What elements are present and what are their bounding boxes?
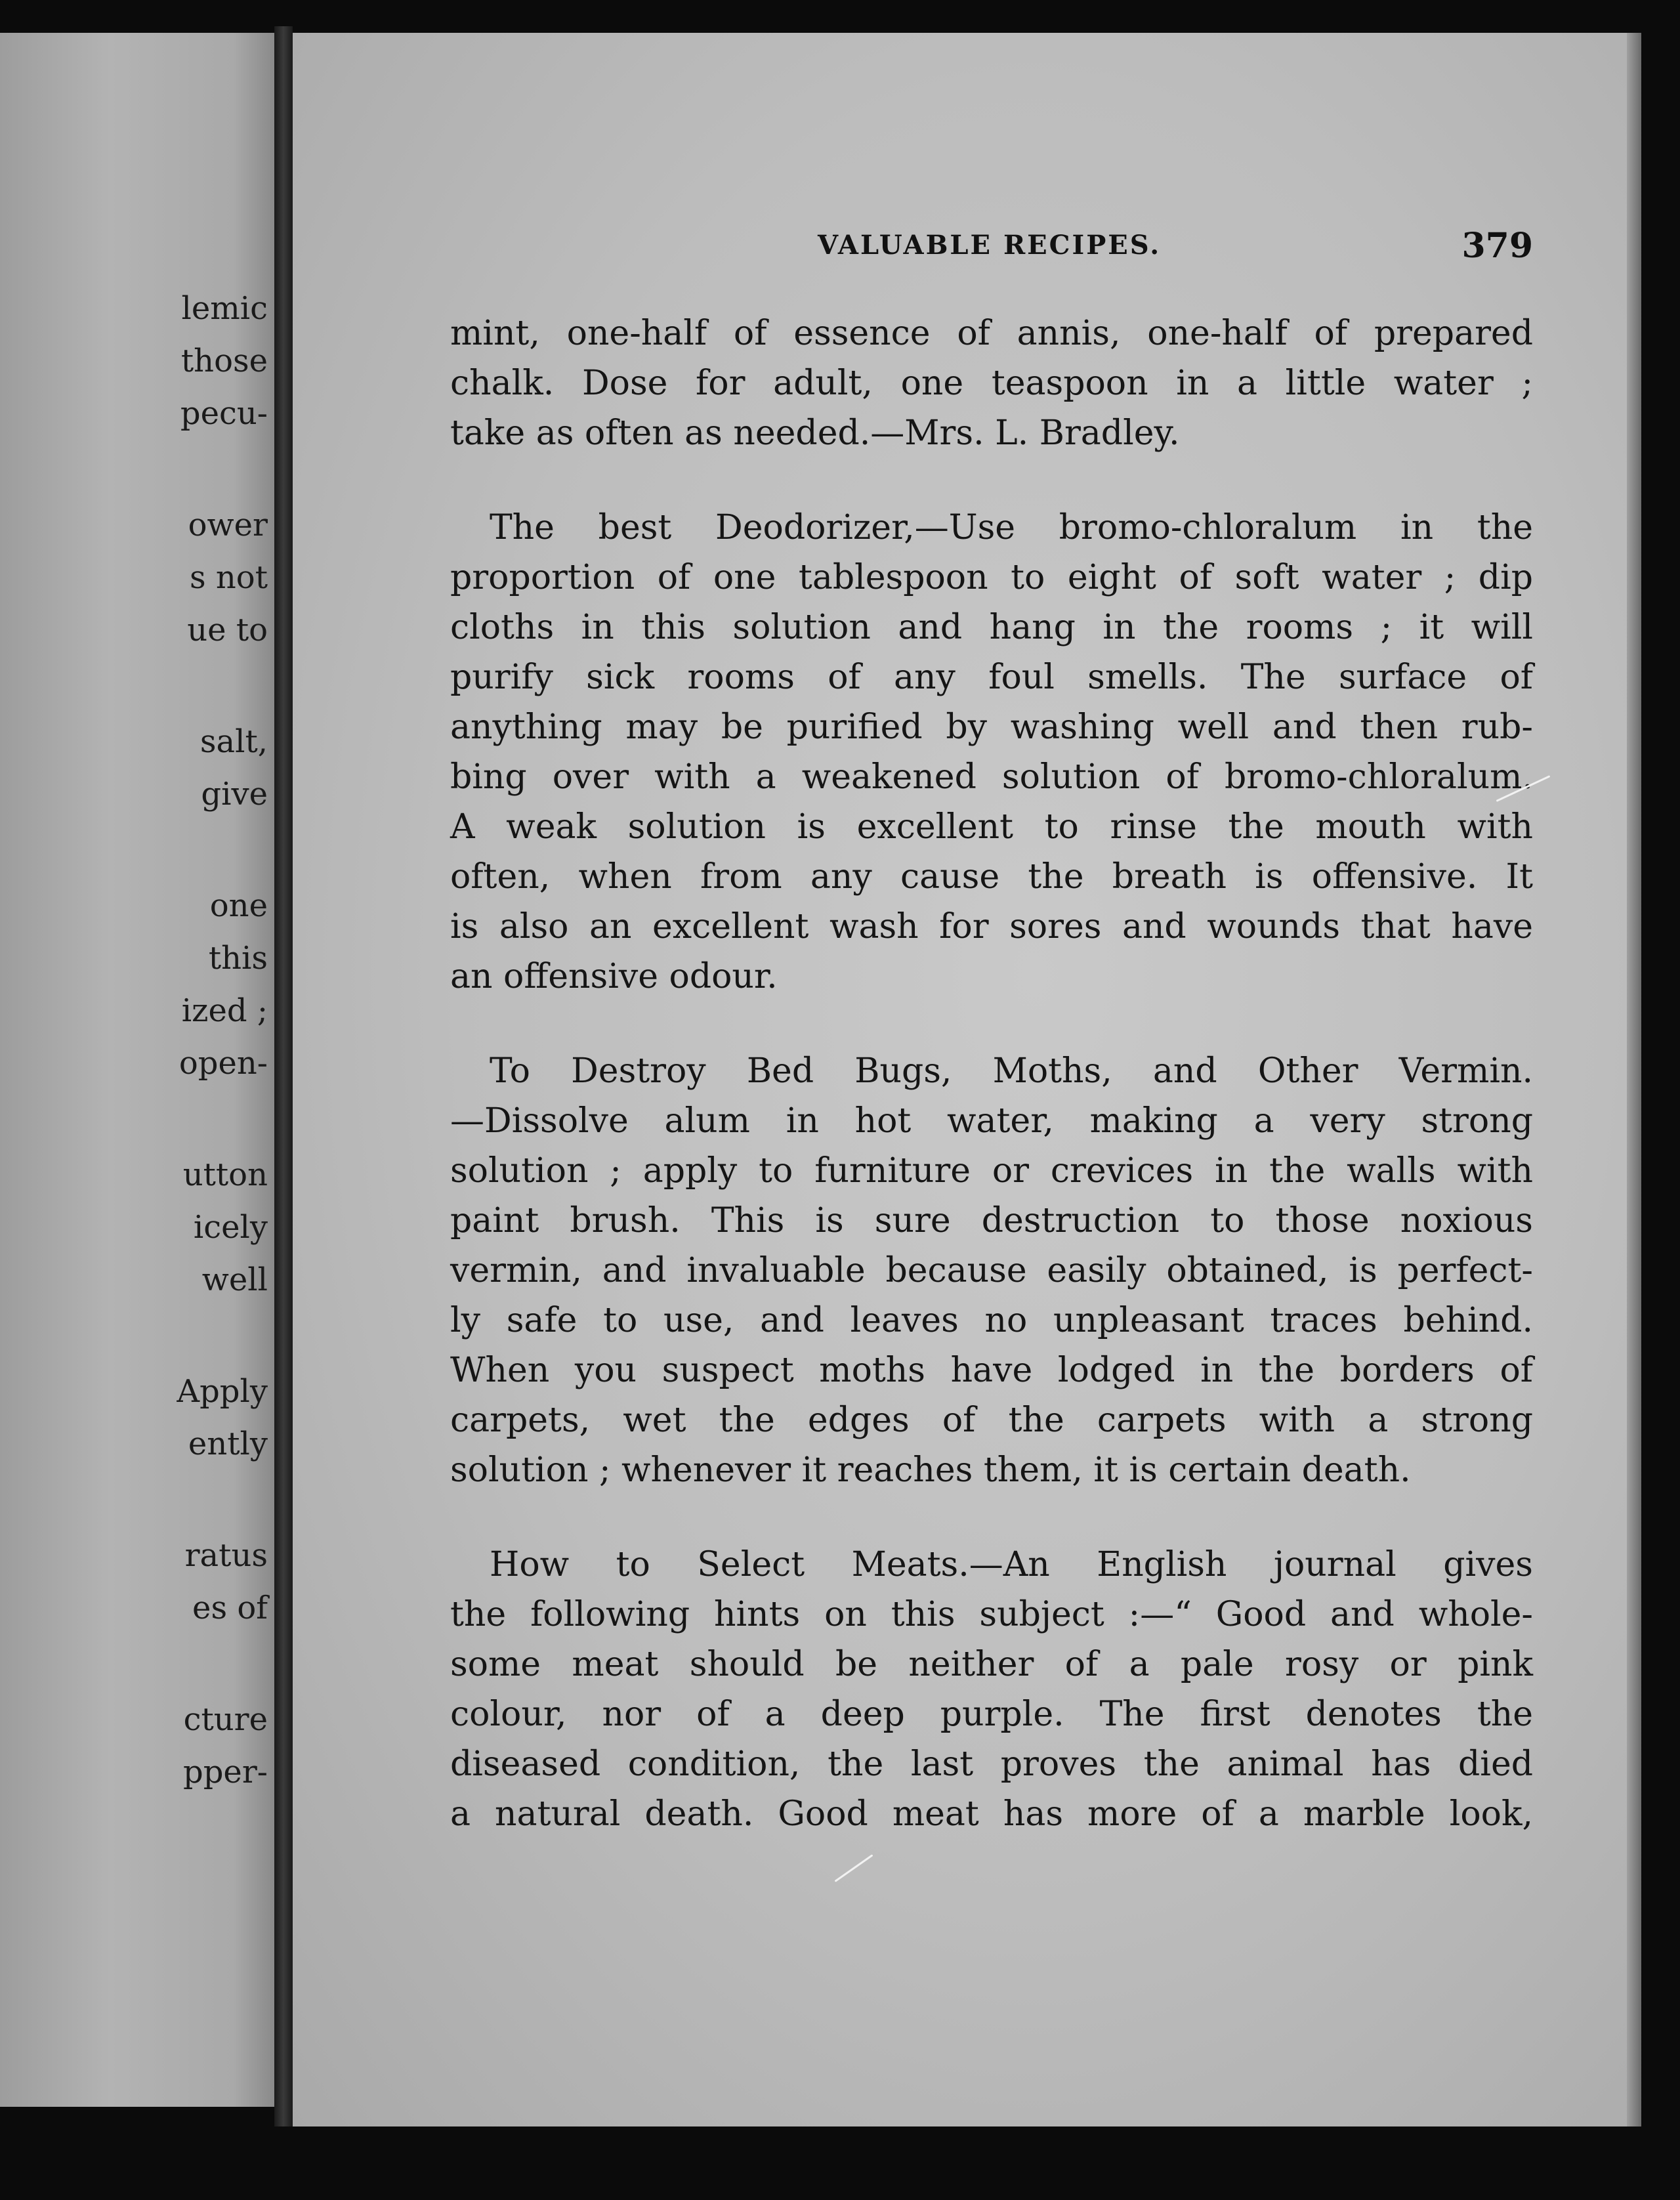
text-line: is also an excellent wash for sores and wounds that have xyxy=(450,907,1533,946)
text-line: a natural death. Good meat has more of a marble look, xyxy=(450,1794,1533,1834)
previous-page-gap xyxy=(71,820,268,879)
paragraph-destroy-vermin xyxy=(450,1046,1533,1495)
text-line: bing over with a weakened solution of bromo-chloralum. xyxy=(450,757,1533,797)
previous-page-line: ower xyxy=(188,507,268,543)
previous-page-line: open- xyxy=(178,1045,268,1082)
page-number: 379 xyxy=(1461,226,1533,266)
text-line: mint, one-half of essence of annis, one-half of prepared xyxy=(450,314,1533,353)
text-line: take as often as needed.—Mrs. L. Bradley. xyxy=(450,413,1180,453)
previous-page-line: pper- xyxy=(182,1754,268,1790)
previous-page-line: well xyxy=(201,1261,268,1298)
text-line: carpets, wet the edges of the carpets with a strong xyxy=(450,1401,1533,1440)
text-line: some meat should be neither of a pale rosy or pink xyxy=(450,1645,1533,1684)
text-line: When you suspect moths have lodged in the borders of xyxy=(450,1351,1533,1390)
book-gutter xyxy=(274,26,293,2126)
previous-page-line: s not xyxy=(190,559,268,596)
previous-page-fragment xyxy=(0,33,274,2107)
text-line: proportion of one tablespoon to eight of soft water ; dip xyxy=(450,558,1533,597)
previous-page-line: lemic xyxy=(181,290,268,327)
text-line: colour, nor of a deep purple. The first denotes the xyxy=(450,1695,1533,1734)
previous-page-line: ently xyxy=(188,1426,268,1462)
text-line: The best Deodorizer,—Use bromo-chloralum in the xyxy=(490,508,1533,547)
paragraph-best-deodorizer xyxy=(450,503,1533,1002)
text-line: chalk. Dose for adult, one teaspoon in a little water ; xyxy=(450,364,1533,403)
previous-page-line: this xyxy=(208,940,268,977)
previous-page-line: ue to xyxy=(187,612,268,648)
text-line: the following hints on this subject :—“ Good and whole- xyxy=(450,1595,1533,1634)
text-line: cloths in this solution and hang in the rooms ; it will xyxy=(450,608,1533,647)
previous-page-gap xyxy=(71,1470,268,1529)
previous-page-line: Apply xyxy=(177,1373,268,1410)
previous-page-gap xyxy=(71,440,268,499)
text-line: an offensive odour. xyxy=(450,957,778,996)
previous-page-line: utton xyxy=(182,1156,268,1193)
page-header xyxy=(818,226,1533,276)
previous-page-line: ized ; xyxy=(181,992,268,1029)
text-line: A weak solution is excellent to rinse the mouth with xyxy=(450,807,1533,847)
previous-page-line: es of xyxy=(192,1590,268,1626)
previous-page-line: salt, xyxy=(200,723,268,760)
text-line: purify sick rooms of any foul smells. The surface of xyxy=(450,658,1533,697)
previous-page-text xyxy=(71,282,268,1798)
text-line: vermin, and invaluable because easily obtained, is perfect- xyxy=(450,1251,1533,1290)
text-line: solution ; whenever it reaches them, it is certain death. xyxy=(450,1450,1411,1490)
previous-page-line: ratus xyxy=(184,1537,268,1574)
text-line: ly safe to use, and leaves no unpleasant traces behind. xyxy=(450,1301,1533,1340)
text-line: How to Select Meats.—An English journal gives xyxy=(490,1545,1533,1584)
previous-page-line: cture xyxy=(183,1701,268,1738)
text-line: often, when from any cause the breath is offensive. It xyxy=(450,857,1533,897)
previous-page-gap xyxy=(71,1089,268,1149)
paragraph-select-meats xyxy=(450,1540,1533,1839)
previous-page-line: icely xyxy=(193,1209,268,1246)
previous-page-line: those xyxy=(180,343,268,379)
page-379 xyxy=(293,33,1641,2126)
previous-page-line: pecu- xyxy=(180,395,268,432)
previous-page-gap xyxy=(71,1634,268,1693)
text-line: paint brush. This is sure destruction to those noxious xyxy=(450,1201,1533,1240)
text-line: solution ; apply to furniture or crevices in the walls with xyxy=(450,1151,1533,1191)
running-head: VALUABLE RECIPES. xyxy=(818,230,1162,261)
text-line: To Destroy Bed Bugs, Moths, and Other Vermin. xyxy=(490,1051,1533,1091)
text-line: anything may be purified by washing well and then rub- xyxy=(450,708,1533,747)
previous-page-gap xyxy=(71,1306,268,1365)
text-line: —Dissolve alum in hot water, making a very strong xyxy=(450,1101,1533,1141)
previous-page-line: give xyxy=(201,776,268,813)
previous-page-line: one xyxy=(209,887,268,924)
paragraph-peppermint-remedy-end xyxy=(450,308,1533,458)
page-body xyxy=(450,308,1533,1884)
text-line: diseased condition, the last proves the animal has died xyxy=(450,1745,1533,1784)
previous-page-gap xyxy=(71,656,268,715)
